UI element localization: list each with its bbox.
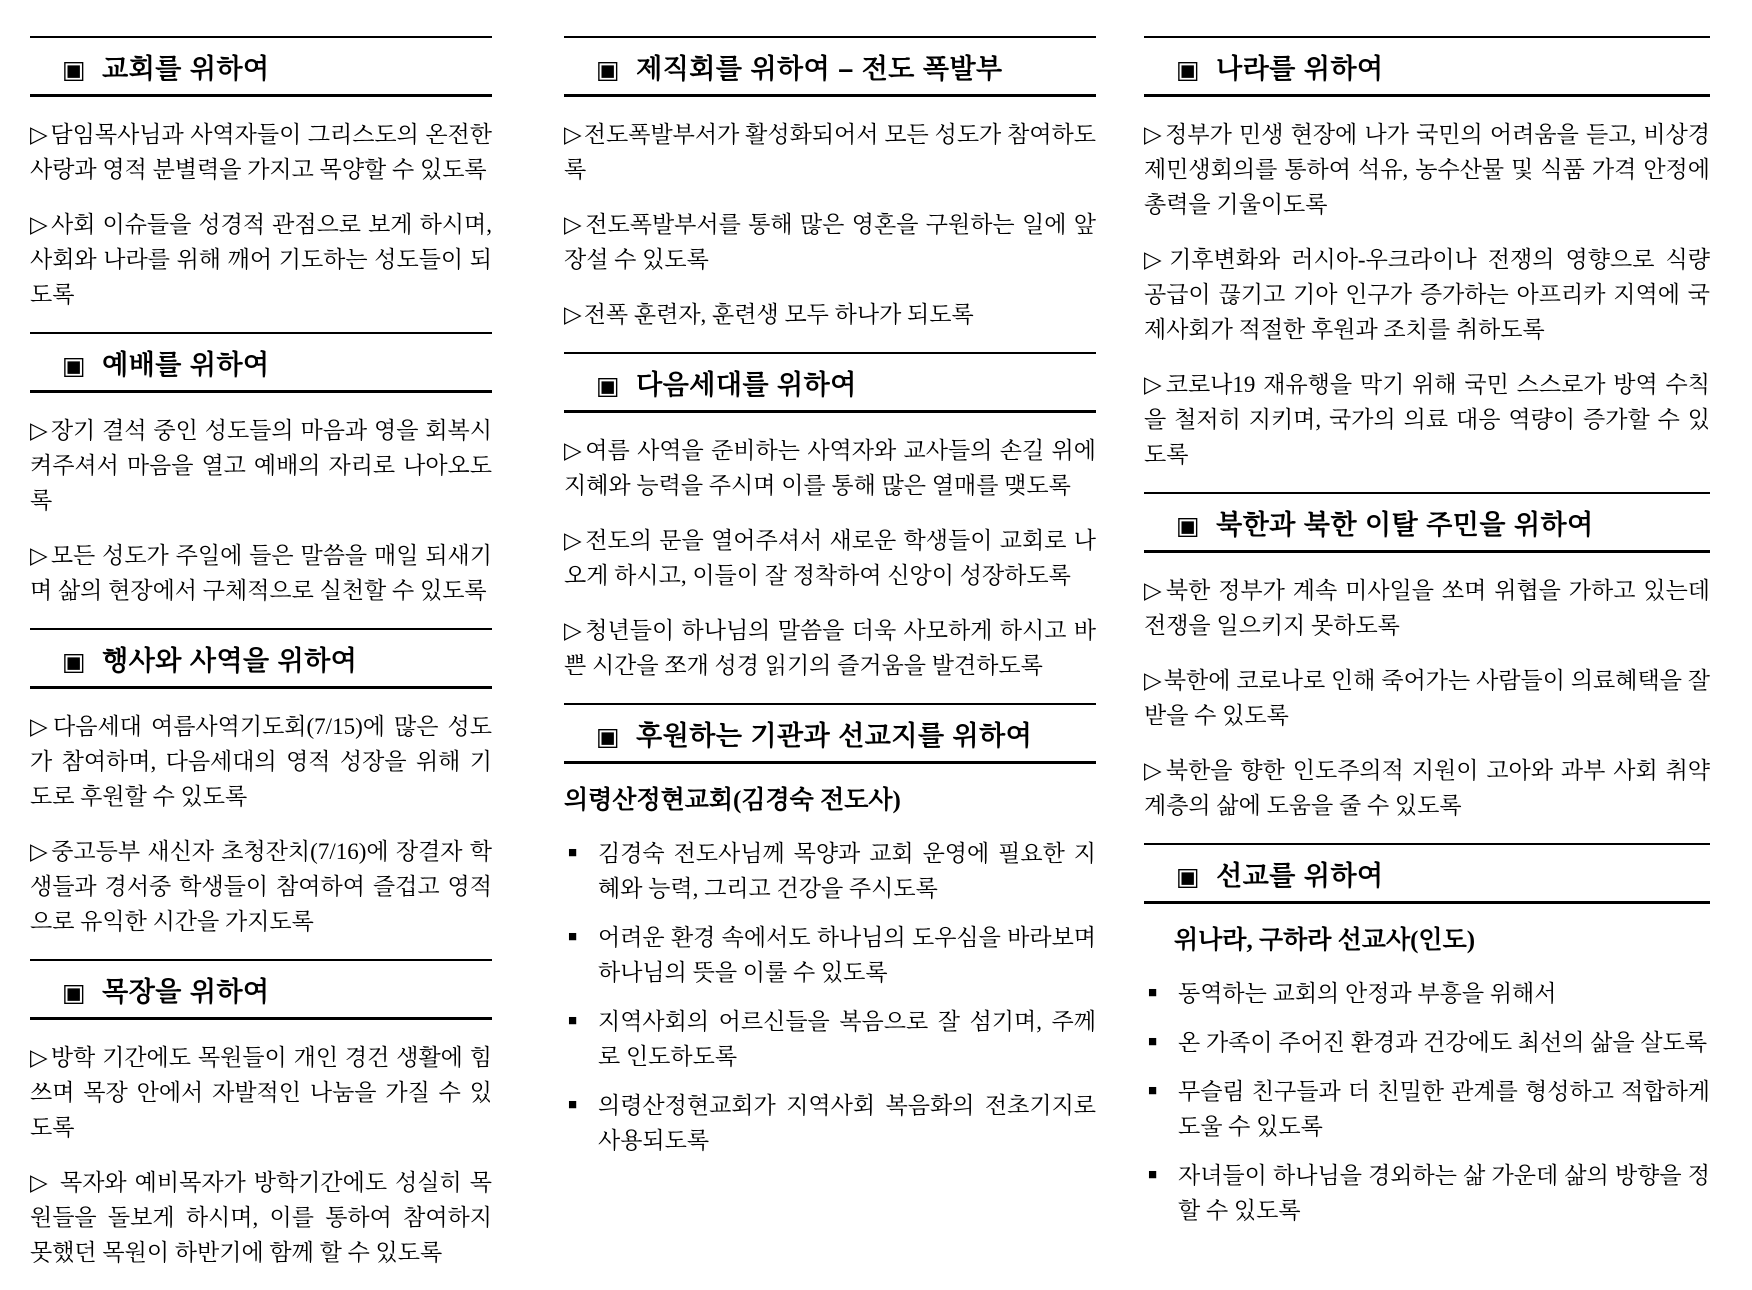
section-header (1144, 492, 1710, 553)
section-header (1144, 843, 1710, 904)
prayer-item (564, 613, 1096, 683)
prayer-item (30, 1040, 492, 1145)
section-marker-icon: ▣ (1176, 863, 1201, 891)
section-church (30, 36, 492, 312)
prayer-text: 모든 성도가 주일에 들은 말씀을 매일 되새기며 삶의 현장에서 구체적으로 실천할 수 있도록 (30, 543, 492, 603)
triangle-bullet-icon: ▷ (1144, 122, 1164, 147)
prayer-item (1144, 1074, 1710, 1144)
prayer-item (1144, 573, 1710, 643)
triangle-bullet-icon: ▷ (564, 302, 582, 327)
section-header (1144, 36, 1710, 97)
prayer-item (564, 1088, 1096, 1158)
triangle-bullet-icon: ▷ (30, 418, 49, 443)
prayer-item (564, 920, 1096, 990)
prayer-item (30, 709, 492, 814)
triangle-bullet-icon: ▷ (564, 122, 582, 147)
section-title: 제직회를 위하여 – 전도 폭발부 (636, 54, 1003, 84)
prayer-text: 온 가족이 주어진 환경과 건강에도 최선의 삶을 살도록 (1178, 1030, 1708, 1055)
prayer-item (30, 834, 492, 939)
prayer-item (30, 1165, 492, 1270)
prayer-item (1144, 117, 1710, 222)
section-marker-icon: ▣ (62, 648, 87, 676)
section-title: 행사와 사역을 위하여 (102, 646, 358, 676)
prayer-item (30, 413, 492, 518)
section-title: 나라를 위하여 (1216, 54, 1384, 84)
prayer-text: 의령산정현교회가 지역사회 복음화의 전초기지로 사용되도록 (598, 1093, 1096, 1153)
prayer-text: 북한에 코로나로 인해 죽어가는 사람들이 의료혜택을 잘 받을 수 있도록 (1144, 668, 1710, 728)
prayer-item (564, 117, 1096, 187)
section-north-korea (1144, 492, 1710, 823)
prayer-text: 전폭 훈련자, 훈련생 모두 하나가 되도록 (583, 302, 974, 327)
prayer-item (1144, 1158, 1710, 1228)
triangle-bullet-icon: ▷ (564, 212, 584, 237)
prayer-text: 사회 이슈들을 성경적 관점으로 보게 하시며, 사회와 나라를 위해 깨어 기도하는 성도들이 되도록 (30, 212, 492, 307)
section-supported-missions (564, 703, 1096, 1158)
prayer-item (564, 297, 1096, 332)
triangle-bullet-icon: ▷ (30, 543, 49, 568)
section-title: 북한과 북한 이탈 주민을 위하여 (1216, 510, 1594, 540)
prayer-text: 무슬림 친구들과 더 친밀한 관계를 형성하고 적합하게 도울 수 있도록 (1178, 1079, 1710, 1139)
square-bullet-icon: ■ (568, 929, 578, 945)
square-bullet-icon: ■ (568, 845, 578, 861)
triangle-bullet-icon: ▷ (1144, 372, 1164, 397)
section-header (564, 352, 1096, 413)
section-marker-icon: ▣ (62, 979, 87, 1007)
section-marker-icon: ▣ (596, 56, 621, 84)
triangle-bullet-icon: ▷ (30, 212, 49, 237)
section-header (30, 959, 492, 1020)
prayer-item (564, 836, 1096, 906)
square-bullet-icon: ■ (568, 1097, 578, 1113)
square-bullet-icon: ■ (1148, 1167, 1158, 1183)
section-events-ministry (30, 628, 492, 939)
prayer-text: 지역사회의 어르신들을 복음으로 잘 섬기며, 주께로 인도하도록 (598, 1009, 1096, 1069)
square-bullet-icon: ■ (1148, 1034, 1158, 1050)
prayer-item (564, 433, 1096, 503)
prayer-text: 방학 기간에도 목원들이 개인 경건 생활에 힘쓰며 목장 안에서 자발적인 나눔을 가질 수 있도록 (30, 1045, 492, 1140)
triangle-bullet-icon: ▷ (30, 122, 49, 147)
section-marker-icon: ▣ (1176, 512, 1201, 540)
prayer-item (1144, 367, 1710, 472)
prayer-text: 청년들이 하나님의 말씀을 더욱 사모하게 하시고 바쁜 시간을 쪼개 성경 읽기의 즐거움을 발견하도록 (564, 618, 1096, 678)
triangle-bullet-icon: ▷ (30, 1045, 49, 1070)
square-bullet-icon: ■ (1148, 985, 1158, 1001)
triangle-bullet-icon: ▷ (30, 1170, 50, 1195)
triangle-bullet-icon: ▷ (564, 438, 584, 463)
mission-church-name: 의령산정현교회(김경숙 전도사) (564, 787, 901, 814)
section-title: 다음세대를 위하여 (636, 370, 857, 400)
section-header (30, 628, 492, 689)
section-title: 교회를 위하여 (102, 54, 270, 84)
section-worship (30, 332, 492, 608)
prayer-text: 전도의 문을 열어주셔서 새로운 학생들이 교회로 나오게 하시고, 이들이 잘 정착하여 신앙이 성장하도록 (564, 528, 1096, 588)
prayer-item (1144, 242, 1710, 347)
prayer-text: 담임목사님과 사역자들이 그리스도의 온전한 사랑과 영적 분별력을 가지고 목양할 수 있도록 (30, 122, 492, 182)
prayer-item (564, 207, 1096, 277)
section-nation (1144, 36, 1710, 472)
prayer-text: 북한을 향한 인도주의적 지원이 고아와 과부 사회 취약계층의 삶에 도움을 줄 수 있도록 (1144, 758, 1710, 818)
prayer-item (30, 538, 492, 608)
prayer-item (1144, 1025, 1710, 1060)
section-next-generation (564, 352, 1096, 683)
section-cell-group (30, 959, 492, 1270)
triangle-bullet-icon: ▷ (564, 618, 584, 643)
prayer-text: 중고등부 새신자 초청잔치(7/16)에 장결자 학생들과 경서중 학생들이 참여하여 즐겁고 영적으로 유익한 시간을 가지도록 (30, 839, 492, 934)
triangle-bullet-icon: ▷ (30, 714, 52, 739)
triangle-bullet-icon: ▷ (1144, 247, 1168, 272)
column-left (30, 36, 492, 1290)
prayer-text: 북한 정부가 계속 미사일을 쏘며 위협을 가하고 있는데 전쟁을 일으키지 못하도록 (1144, 578, 1710, 638)
prayer-item (30, 207, 492, 312)
section-header (564, 36, 1096, 97)
prayer-item (1144, 753, 1710, 823)
section-header (564, 703, 1096, 764)
section-marker-icon: ▣ (596, 372, 621, 400)
square-bullet-icon: ■ (1148, 1083, 1158, 1099)
triangle-bullet-icon: ▷ (30, 839, 50, 864)
prayer-text: 동역하는 교회의 안정과 부흥을 위해서 (1178, 981, 1557, 1006)
section-deacons-evangelism (564, 36, 1096, 332)
prayer-item (30, 117, 492, 187)
column-middle (564, 36, 1096, 1290)
prayer-text: 어려운 환경 속에서도 하나님의 도우심을 바라보며 하나님의 뜻을 이룰 수 있도록 (598, 925, 1096, 985)
prayer-item (1144, 976, 1710, 1011)
triangle-bullet-icon: ▷ (1144, 578, 1164, 603)
prayer-text: 코로나19 재유행을 막기 위해 국민 스스로가 방역 수칙을 철저히 지키며, 국가의 의료 대응 역량이 증가할 수 있도록 (1144, 372, 1710, 467)
column-right (1144, 36, 1710, 1290)
prayer-item (1144, 663, 1710, 733)
prayer-text: 전도폭발부서가 활성화되어서 모든 성도가 참여하도록 (564, 122, 1096, 182)
prayer-item (564, 1004, 1096, 1074)
triangle-bullet-icon: ▷ (564, 528, 584, 553)
section-title: 후원하는 기관과 선교지를 위하여 (636, 721, 1033, 751)
prayer-text: 기후변화와 러시아-우크라이나 전쟁의 영향으로 식량 공급이 끊기고 기아 인구가 증가하는 아프리카 지역에 국제사회가 적절한 후원과 조치를 취하도록 (1144, 247, 1710, 342)
section-title: 선교를 위하여 (1216, 861, 1384, 891)
prayer-text: 정부가 민생 현장에 나가 국민의 어려움을 듣고, 비상경제민생회의를 통하여 석유, 농수산물 및 식품 가격 안정에 총력을 기울이도록 (1144, 122, 1710, 217)
section-title: 목장을 위하여 (102, 977, 270, 1007)
prayer-text: 자녀들이 하나님을 경외하는 삶 가운데 삶의 방향을 정할 수 있도록 (1178, 1163, 1710, 1223)
section-header (30, 332, 492, 393)
section-header (30, 36, 492, 97)
prayer-text: 목자와 예비목자가 방학기간에도 성실히 목원들을 돌보게 하시며, 이를 통하여 참여하지 못했던 목원이 하반기에 함께 할 수 있도록 (30, 1170, 492, 1265)
section-marker-icon: ▣ (62, 352, 87, 380)
prayer-text: 김경숙 전도사님께 목양과 교회 운영에 필요한 지혜와 능력, 그리고 건강을 주시도록 (598, 841, 1096, 901)
section-marker-icon: ▣ (62, 56, 87, 84)
section-missions (1144, 843, 1710, 1228)
triangle-bullet-icon: ▷ (1144, 668, 1162, 693)
prayer-text: 전도폭발부서를 통해 많은 영혼을 구원하는 일에 앞장설 수 있도록 (564, 212, 1096, 272)
triangle-bullet-icon: ▷ (1144, 758, 1164, 783)
section-title: 예배를 위하여 (102, 350, 270, 380)
prayer-text: 여름 사역을 준비하는 사역자와 교사들의 손길 위에 지혜와 능력을 주시며 이를 통해 많은 열매를 맺도록 (564, 438, 1096, 498)
prayer-text: 다음세대 여름사역기도회(7/15)에 많은 성도가 참여하며, 다음세대의 영적 성장을 위해 기도로 후원할 수 있도록 (30, 714, 492, 809)
prayer-text: 장기 결석 중인 성도들의 마음과 영을 회복시켜주셔서 마음을 열고 예배의 자리로 나아오도록 (30, 418, 492, 513)
missionary-name: 위나라, 구하라 선교사(인도) (1174, 927, 1476, 954)
section-marker-icon: ▣ (596, 723, 621, 751)
square-bullet-icon: ■ (568, 1013, 578, 1029)
prayer-item (564, 523, 1096, 593)
section-marker-icon: ▣ (1176, 56, 1201, 84)
